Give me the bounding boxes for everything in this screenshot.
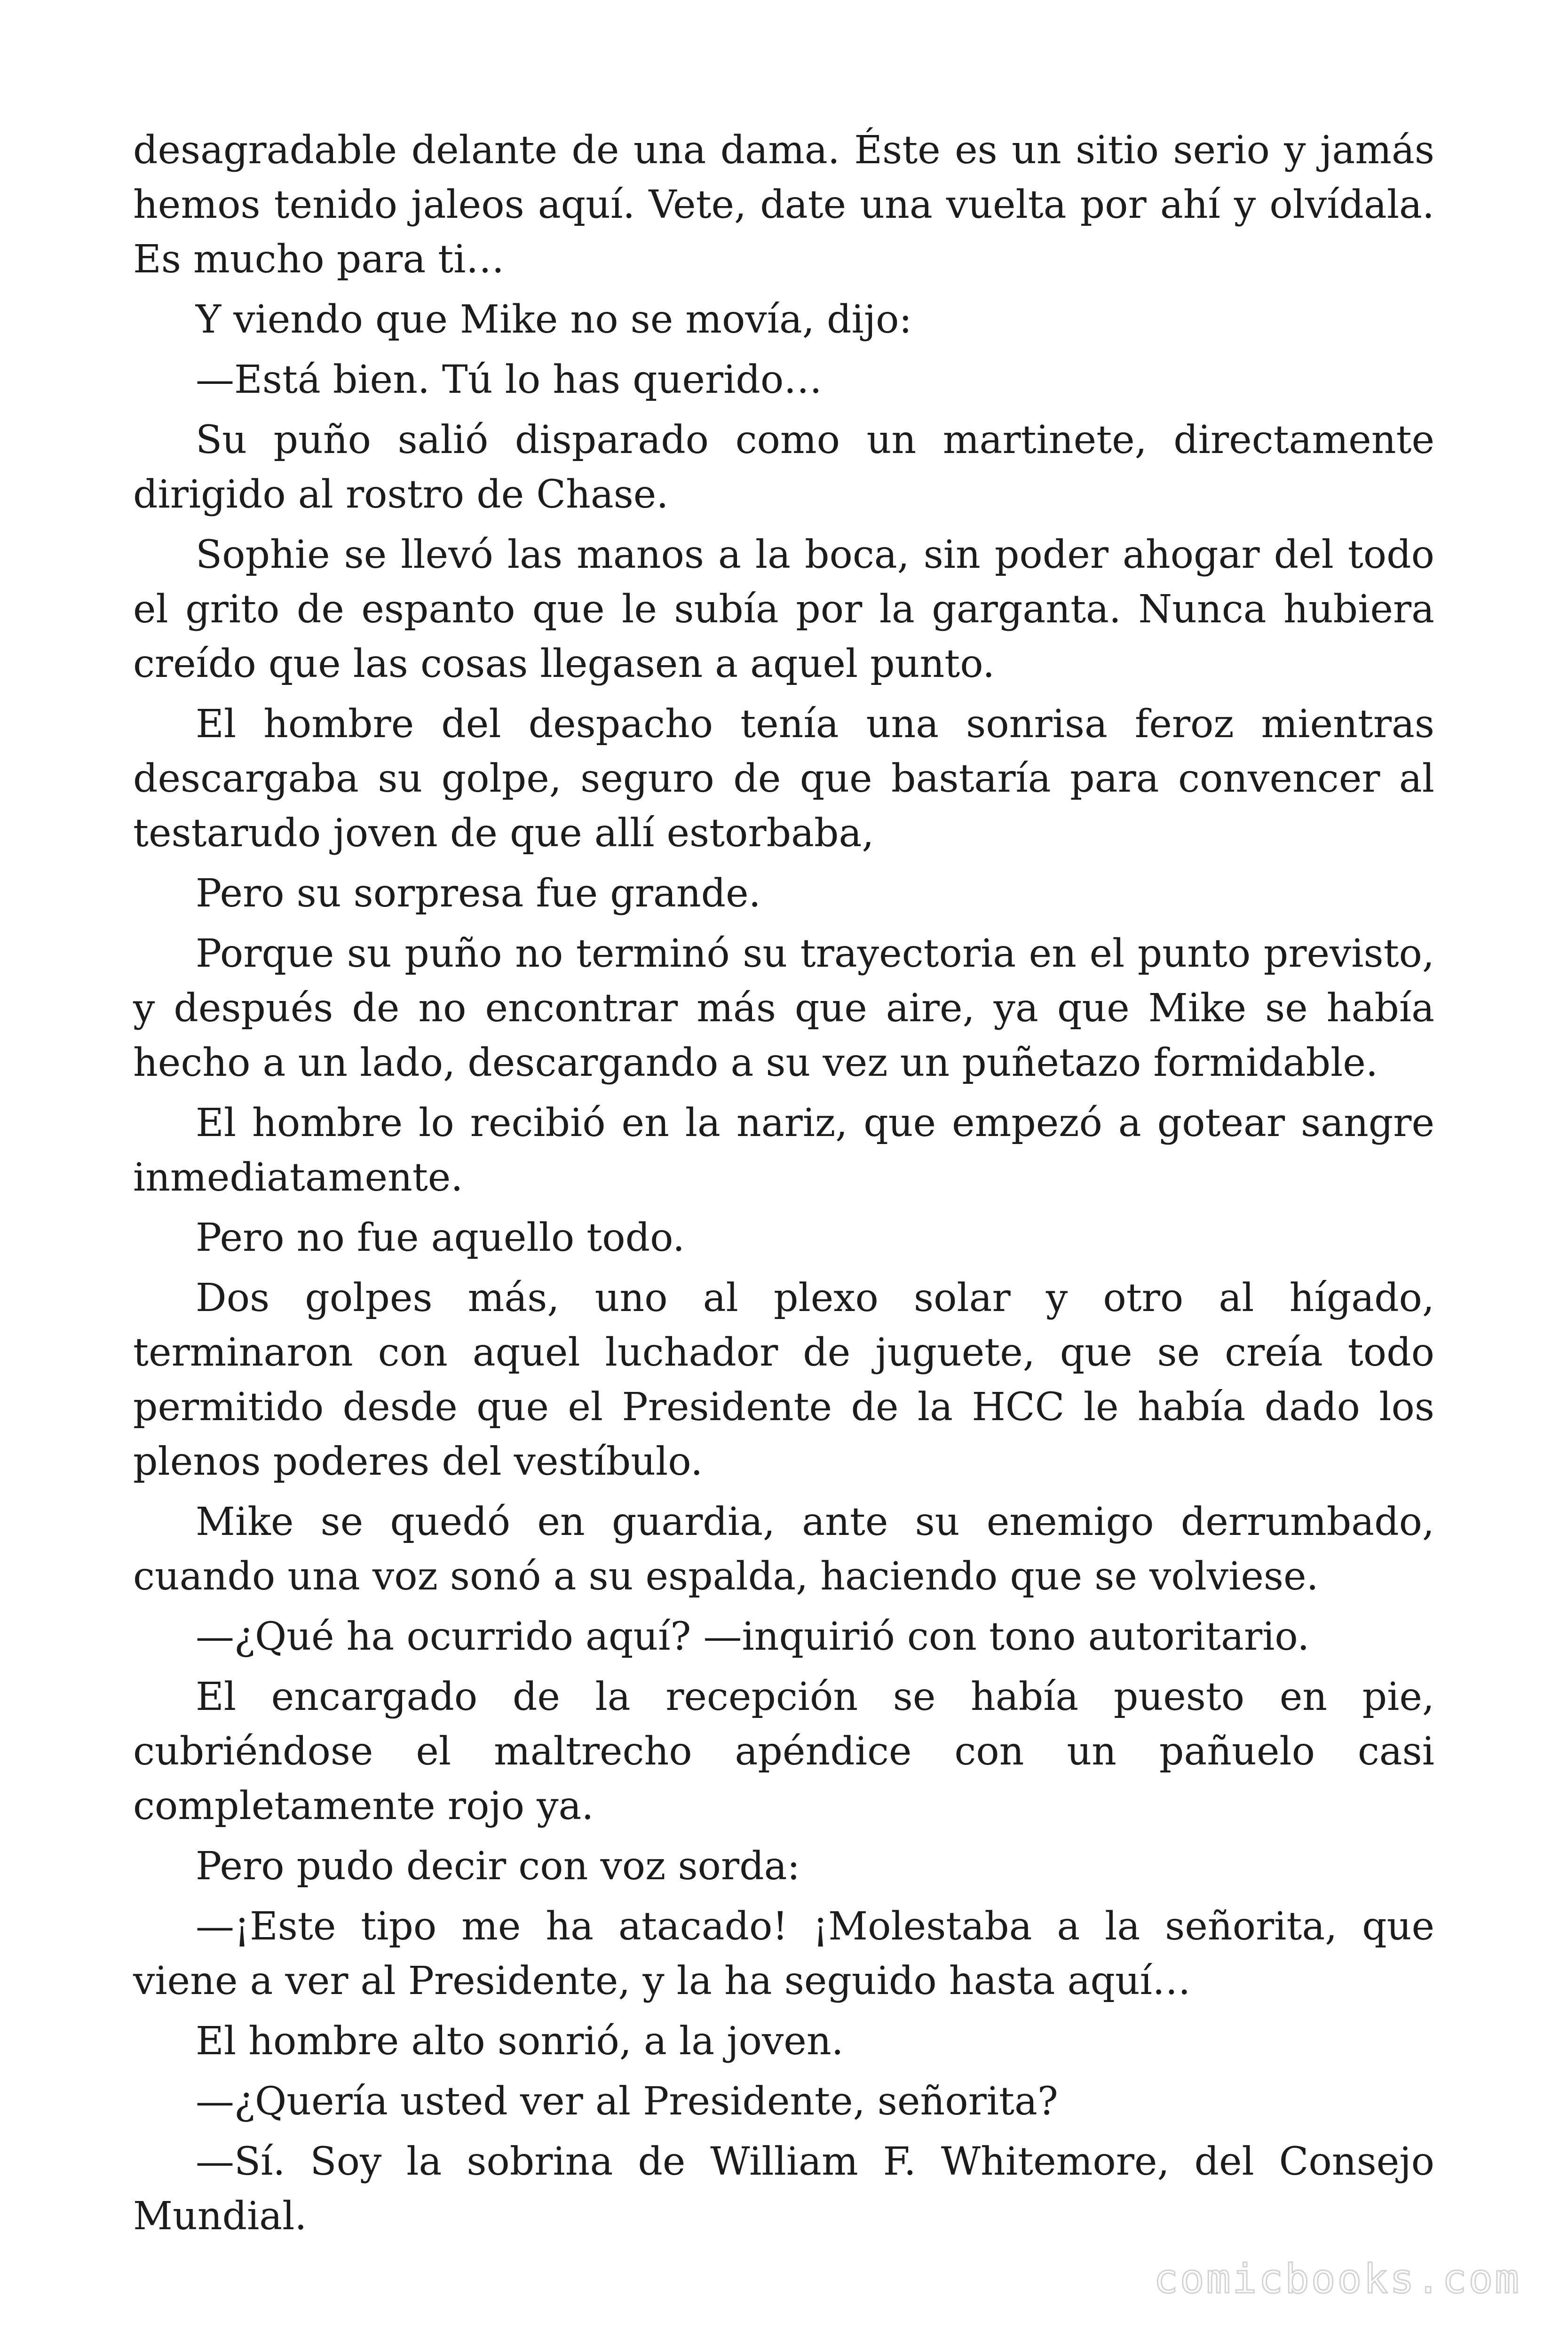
paragraph: Mike se quedó en guardia, ante su enemigo derrumbado, cuando una voz sonó a su espalda, haciendo que se volviese. (133, 1500, 1434, 1599)
paragraph: —Sí. Soy la sobrina de William F. Whitemore, del Consejo Mundial. (133, 2139, 1434, 2239)
paragraph: Sophie se llevó las manos a la boca, sin poder ahogar del todo el grito de espanto que le subía por la garganta. Nunca hubiera creído que las cosas llegasen a aquel punto. (133, 532, 1434, 686)
paragraph: Pero su sorpresa fue grande. (196, 871, 761, 916)
paragraph: —¿Qué ha ocurrido aquí? —inquirió con tono autoritario. (196, 1614, 1310, 1659)
paragraph: —Está bien. Tú lo has querido… (196, 358, 823, 402)
paragraph: El hombre alto sonrió, a la joven. (196, 2019, 844, 2064)
paragraph: Y viendo que Mike no se movía, dijo: (196, 297, 912, 342)
paragraph: Dos golpes más, uno al plexo solar y otro al hígado, terminaron con aquel luchador de juguete, que se creía todo permitido desde que el Presidente de la HCC le había dado los plenos poderes del vestíbulo. (133, 1276, 1434, 1484)
paragraph: El hombre lo recibió en la nariz, que empezó a gotear sangre inmediatamente. (133, 1101, 1434, 1200)
paragraph: desagradable delante de una dama. Éste es un sitio serio y jamás hemos tenido jaleos aquí. Vete, date una vuelta por ahí y olvídala. Es mucho para ti… (133, 128, 1434, 282)
paragraph: Su puño salió disparado como un martinete, directamente dirigido al rostro de Chase. (133, 418, 1434, 517)
paragraph: —¡Este tipo me ha atacado! ¡Molestaba a la señorita, que viene a ver al Presidente, y la ha seguido hasta aquí… (133, 1904, 1434, 2003)
watermark: comicbooks.com (1154, 2256, 1521, 2303)
paragraph: Pero pudo decir con voz sorda: (196, 1844, 800, 1889)
paragraph: —¿Quería usted ver al Presidente, señorita? (196, 2079, 1058, 2124)
book-page-text (133, 123, 1434, 2249)
paragraph: Porque su puño no terminó su trayectoria en el punto previsto, y después de no encontrar más que aire, ya que Mike se había hecho a un lado, descargando a su vez un puñetazo formidable. (133, 931, 1434, 1085)
paragraph: Pero no fue aquello todo. (196, 1216, 685, 1260)
paragraph: El encargado de la recepción se había puesto en pie, cubriéndose el maltrecho apéndice con un pañuelo casi completamente rojo ya. (133, 1675, 1434, 1828)
paragraph: El hombre del despacho tenía una sonrisa feroz mientras descargaba su golpe, seguro de que bastaría para convencer al testarudo joven de que allí estorbaba, (133, 702, 1434, 856)
